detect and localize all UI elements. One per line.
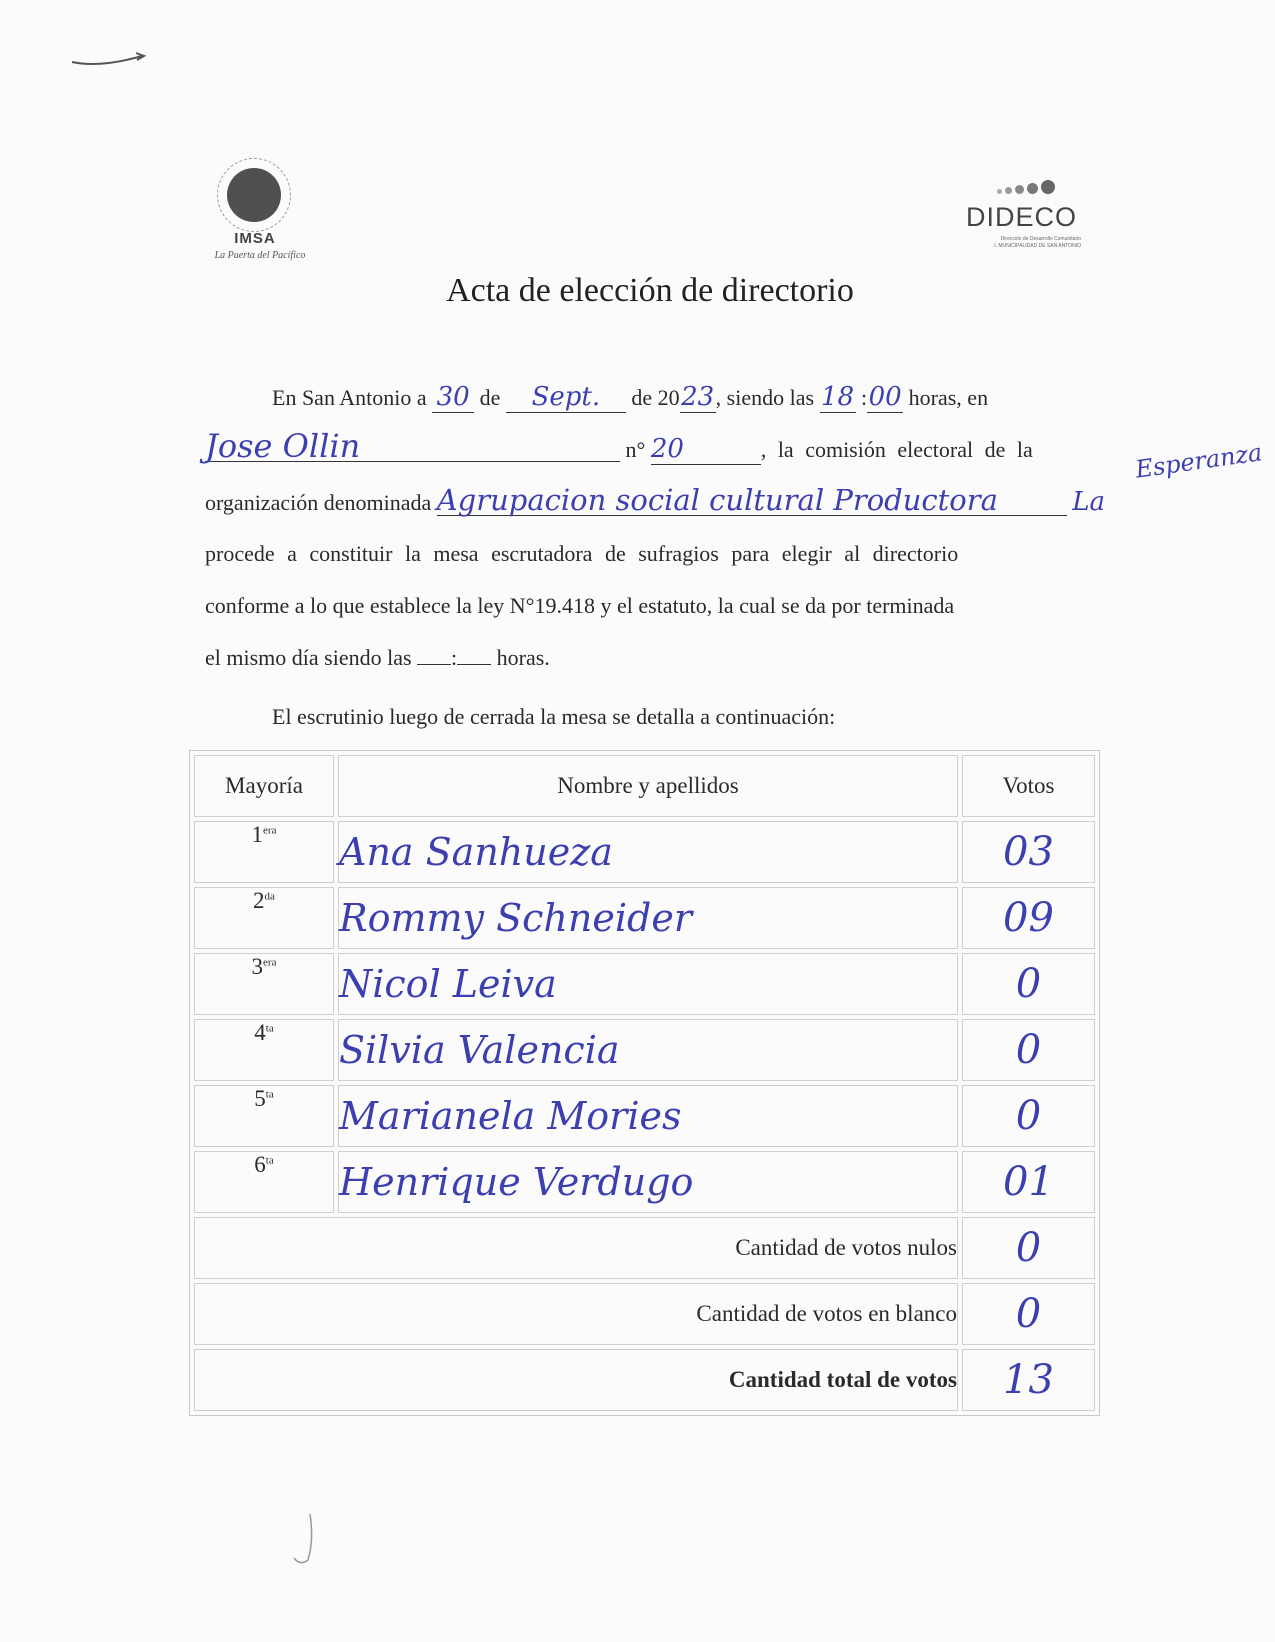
- hour-field[interactable]: 18: [820, 382, 855, 412]
- header-nombre: Nombre y apellidos: [338, 755, 958, 817]
- year-field[interactable]: 23: [681, 382, 715, 412]
- table-row: [194, 1019, 1095, 1081]
- end-minute-field[interactable]: [457, 636, 491, 665]
- votes-cell[interactable]: 0: [962, 1019, 1095, 1081]
- name-cell[interactable]: Nicol Leiva: [338, 953, 958, 1015]
- name-cell[interactable]: Silvia Valencia: [338, 1019, 958, 1081]
- votes-cell[interactable]: 0: [962, 953, 1095, 1015]
- intro-line-6: el mismo día siendo las : horas.: [205, 632, 550, 684]
- votes-table: [189, 750, 1100, 1416]
- table-row: [194, 821, 1095, 883]
- imsa-logo-tagline: La Puerta del Pacífico: [214, 250, 306, 261]
- votes-cell[interactable]: 03: [962, 821, 1095, 883]
- pen-mark: [280, 1510, 330, 1570]
- dideco-logo-subtitle: Dirección de Desarrollo Comunitario I. MUNICIPALIDAD DE SAN ANTONIO: [994, 236, 1081, 249]
- dideco-logo: [965, 180, 1095, 260]
- blanco-label: Cantidad de votos en blanco: [194, 1283, 958, 1345]
- month-field[interactable]: Sept.: [506, 384, 626, 413]
- intro-line-3: organización denominada Agrupacion social cultural Productora La: [205, 483, 1106, 517]
- nulos-label: Cantidad de votos nulos: [194, 1217, 958, 1279]
- table-row: [194, 1085, 1095, 1147]
- minute-field[interactable]: 00: [868, 382, 902, 412]
- total-row: [194, 1349, 1095, 1411]
- header-votos: Votos: [962, 755, 1095, 817]
- total-value[interactable]: 13: [962, 1349, 1095, 1411]
- name-cell[interactable]: Marianela Mories: [338, 1085, 958, 1147]
- table-header: [194, 755, 1095, 817]
- document-title: Acta de elección de directorio: [446, 272, 854, 309]
- end-hour-field[interactable]: [417, 636, 451, 665]
- table-row: [194, 887, 1095, 949]
- rank-cell: $4^{ta}$: [194, 1019, 334, 1081]
- margin-note: Esperanza: [1133, 438, 1264, 484]
- imsa-logo: [205, 150, 325, 265]
- organization-field[interactable]: Agrupacion social cultural Productora: [437, 487, 1067, 516]
- number-field[interactable]: 20: [651, 436, 761, 465]
- intro-line-2: Jose Ollin n° 20 , la comisión electoral de la: [205, 427, 1033, 465]
- rank-cell: $3^{era}$: [194, 953, 334, 1015]
- pen-mark: [70, 50, 150, 70]
- name-cell[interactable]: Ana Sanhueza: [338, 821, 958, 883]
- blanco-row: [194, 1283, 1095, 1345]
- header-mayoria: Mayoría: [194, 755, 334, 817]
- blanco-value[interactable]: 0: [962, 1283, 1095, 1345]
- name-cell[interactable]: Henrique Verdugo: [338, 1151, 958, 1213]
- rank-cell: $5^{ta}$: [194, 1085, 334, 1147]
- dideco-logo-name: DIDECO: [965, 202, 1077, 232]
- table-row: [194, 953, 1095, 1015]
- rank-cell: $2^{da}$: [194, 887, 334, 949]
- name-cell[interactable]: Rommy Schneider: [338, 887, 958, 949]
- intro-line-5: conforme a lo que establece la ley N°19.418 y el estatuto, la cual se da por terminada: [205, 593, 955, 618]
- summary-line: El escrutinio luego de cerrada la mesa se detalla a continuación:: [272, 704, 836, 729]
- votes-cell[interactable]: 09: [962, 887, 1095, 949]
- street-field[interactable]: Jose Ollin: [205, 433, 620, 462]
- votes-cell[interactable]: 0: [962, 1085, 1095, 1147]
- imsa-logo-name: IMSA: [234, 230, 276, 247]
- total-label: Cantidad total de votos: [194, 1349, 958, 1411]
- rank-cell: $6^{ta}$: [194, 1151, 334, 1213]
- nulos-value[interactable]: 0: [962, 1217, 1095, 1279]
- votes-cell[interactable]: 01: [962, 1151, 1095, 1213]
- logo-dots: [997, 180, 1058, 199]
- logo-emblem: [227, 168, 281, 222]
- day-field[interactable]: 30: [432, 384, 474, 413]
- table-row: [194, 1151, 1095, 1213]
- rank-cell: $1^{era}$: [194, 821, 334, 883]
- nulos-row: [194, 1217, 1095, 1279]
- intro-line-4: procede a constituir la mesa escrutadora de sufragios para elegir al directorio: [205, 541, 959, 566]
- intro-line-1: En San Antonio a 30 de Sept. de 2023, siendo las 18 :00 horas, en: [272, 382, 989, 412]
